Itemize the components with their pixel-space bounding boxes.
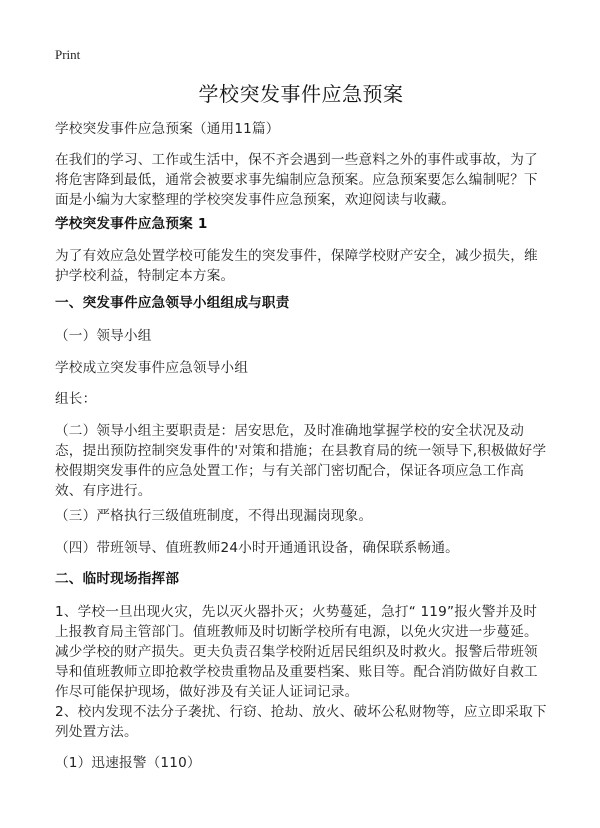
document-title: 学校突发事件应急预案 — [198, 82, 404, 106]
heading-1: 一、突发事件应急领导小组组成与职责 — [55, 295, 290, 311]
intro-paragraph: 在我们的学习、工作或生活中，保不齐会遇到一些意料之外的事件或事故，为了将危害降到最低，通常会被要求事先编制应急预案。应急预案要怎么编制呢？下面是小编为大家整理的学校突发事件应急预案，欢迎阅读与收藏。 — [55, 152, 538, 208]
item-4: （四）带班领导、值班教师24小时开通通讯设备，确保联系畅通。 — [55, 540, 459, 556]
item-1: （一）领导小组 — [55, 328, 152, 344]
item-1-text: 学校成立突发事件应急领导小组 — [55, 360, 249, 376]
point-2-sub-1: （1）迅速报警（110） — [55, 755, 201, 771]
leader-label: 组长： — [55, 391, 97, 407]
heading-2: 二、临时现场指挥部 — [55, 571, 180, 587]
print-label: Print — [55, 47, 81, 62]
item-3: （三）严格执行三级值班制度，不得出现漏岗现象。 — [55, 508, 373, 524]
document-subtitle: 学校突发事件应急预案（通用11篇） — [55, 121, 280, 137]
point-2: 2、校内发现不法分子袭扰、行窃、抢劫、放火、破坏公私财物等，应立即采取下列处置方法。 — [55, 704, 547, 740]
point-1: 1、学校一旦出现火灾，先以灭火器扑灭；火势蔓延，急打“ 119”报火警并及时上报教育局主管部门。值班教师及时切断学校所有电源，以免火灾进一步蔓延。减少学校的财产损失。更夫负责召集学校附近居民组织及时救火。报警后带班领导和值班教师立即抢救学校贵重物品及重要档案、账目等。配合消防做好自救工作尽可能保护现场，做好涉及有关证人证词记录。 — [55, 604, 538, 700]
section-title: 学校突发事件应急预案 1 — [55, 216, 208, 232]
item-2: （二）领导小组主要职责是：居安思危，及时准确地掌握学校的安全状况及动态，提出预防控制突发事件的'对策和措施；在县教育局的统一领导下,积极做好学校假期突发事件的应急处置工作；与有关部门密切配合，保证各项应急工作高效、有序进行。 — [55, 423, 547, 499]
purpose-paragraph: 为了有效应急处置学校可能发生的突发事件，保障学校财产安全，减少损失，维护学校利益，特制定本方案。 — [55, 248, 538, 284]
